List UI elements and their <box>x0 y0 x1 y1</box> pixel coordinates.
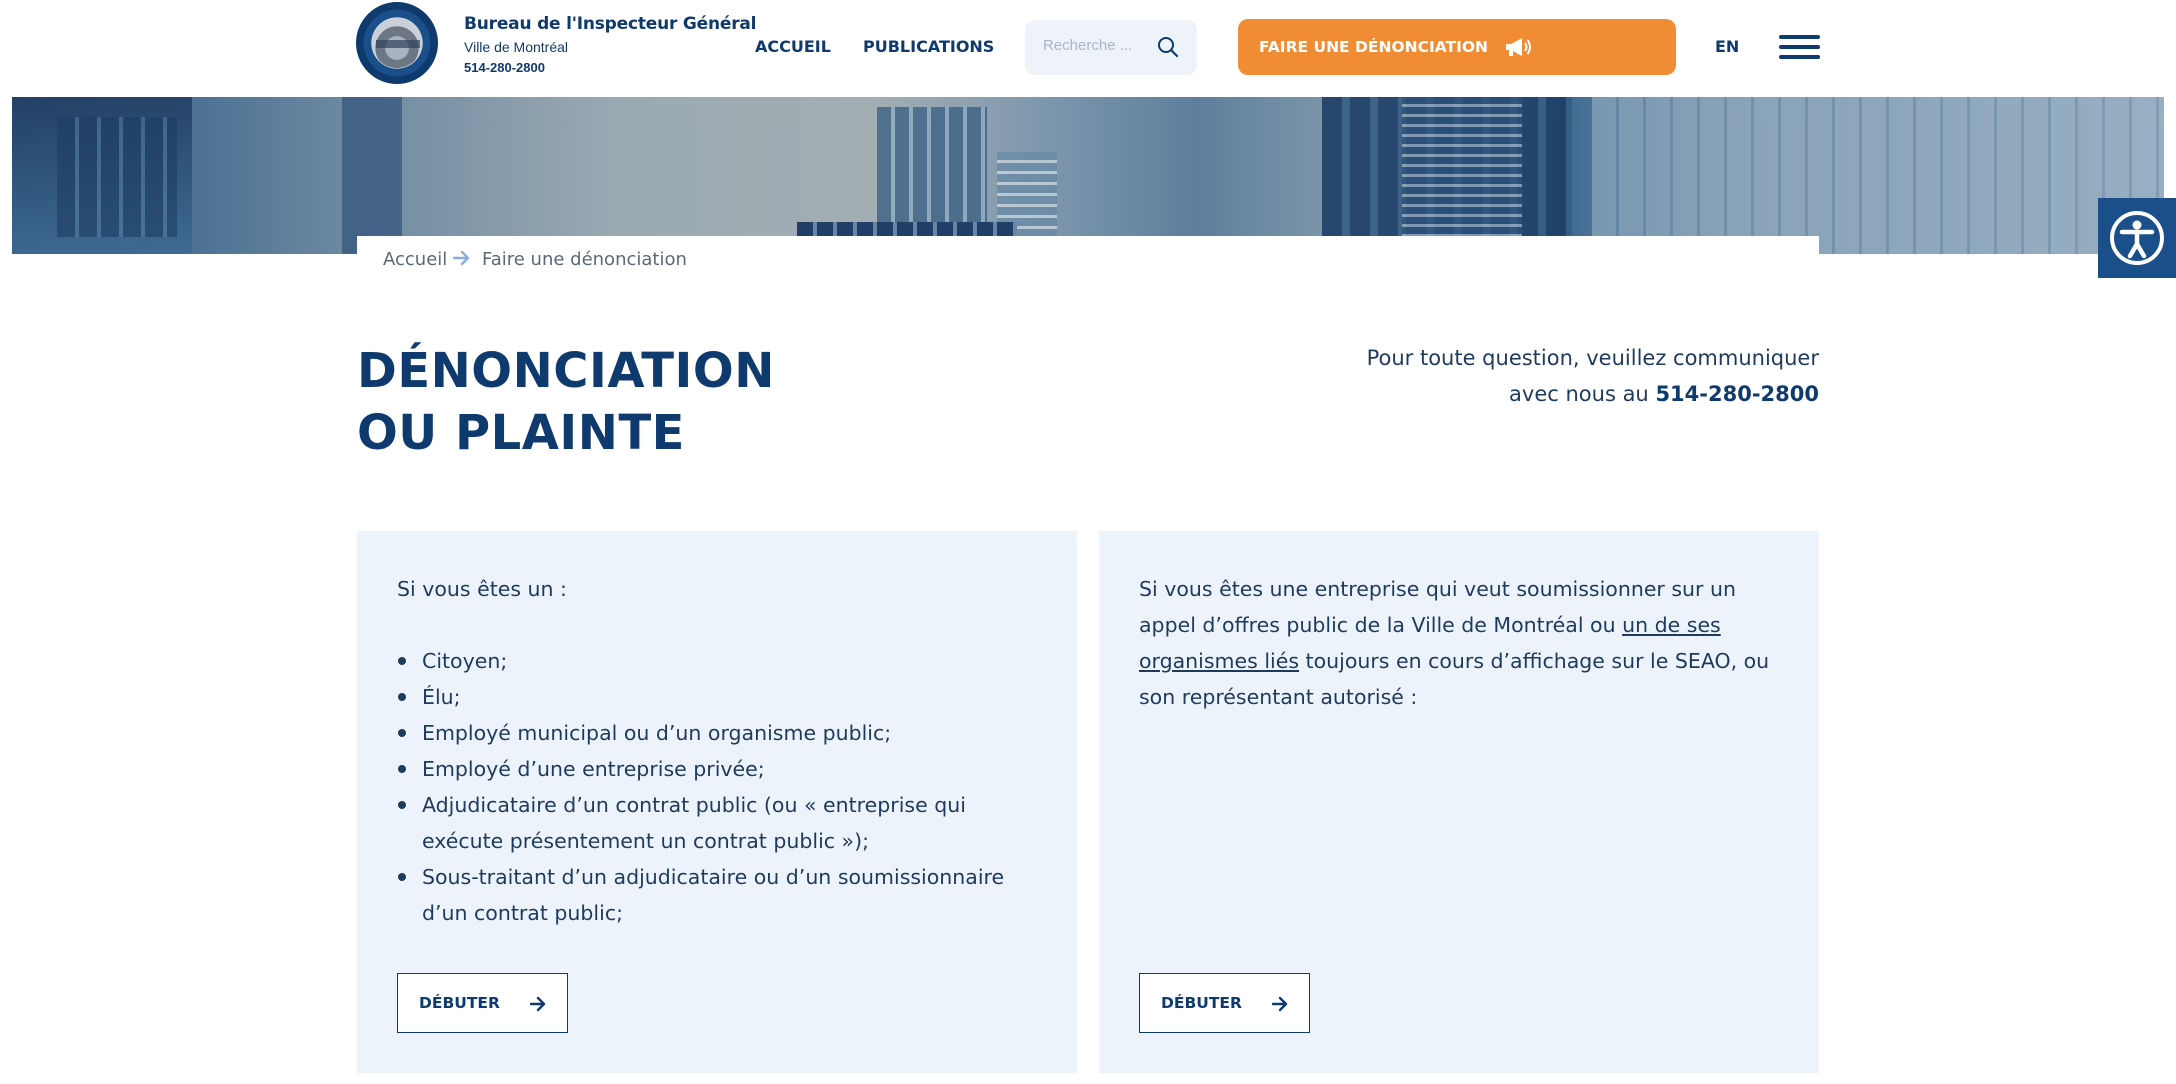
brand-phone: 514-280-2800 <box>464 60 545 75</box>
contact-line1: Pour toute question, veuillez communiquer <box>1366 346 1819 370</box>
list-item: Employé d’une entreprise privée; <box>397 751 1037 787</box>
page-title-line2: OU PLAINTE <box>357 405 685 461</box>
list-item: Élu; <box>397 679 1037 715</box>
search-input[interactable] <box>1043 37 1153 54</box>
contact-phone[interactable]: 514-280-2800 <box>1655 382 1819 406</box>
page-title-line1: DÉNONCIATION <box>357 343 775 399</box>
language-toggle[interactable]: EN <box>1715 37 1740 56</box>
hero-banner-image <box>12 97 2164 254</box>
contact-info <box>1319 340 1819 412</box>
eligibility-list <box>397 643 1037 931</box>
report-button[interactable] <box>1238 19 1676 75</box>
breadcrumb <box>357 236 1819 282</box>
brand-block[interactable] <box>464 14 756 75</box>
nav-accueil[interactable]: ACCUEIL <box>755 37 831 56</box>
arrow-right-icon <box>530 996 546 1012</box>
site-header <box>0 0 2176 97</box>
brand-city: Ville de Montréal <box>464 39 569 55</box>
arrow-right-icon <box>1272 996 1288 1012</box>
breadcrumb-current: Faire une dénonciation <box>482 249 687 270</box>
start-button-label: DÉBUTER <box>1161 994 1242 1012</box>
breadcrumb-home[interactable]: Accueil <box>383 249 448 270</box>
city-seal-logo[interactable] <box>356 2 438 84</box>
card-bidder-text-end: toujours en cours d’affichage sur le SEAO, ou son représentant autorisé : <box>1139 649 1770 709</box>
start-button-individual[interactable] <box>397 973 568 1033</box>
page-title <box>357 340 775 464</box>
card-bidder <box>1099 531 1819 1073</box>
list-item: Employé municipal ou d’un organisme public; <box>397 715 1037 751</box>
megaphone-icon <box>1504 36 1532 58</box>
card-intro: Si vous êtes un : <box>397 577 567 601</box>
card-individual <box>357 531 1077 1073</box>
search-box <box>1025 20 1197 75</box>
start-button-label: DÉBUTER <box>419 994 500 1012</box>
card-bidder-text <box>1139 571 1779 715</box>
contact-line2-prefix: avec nous au <box>1509 382 1649 406</box>
hamburger-menu-icon[interactable] <box>1779 35 1820 60</box>
related-organizations-link[interactable]: un de ses organismes liés <box>1139 613 1721 673</box>
report-button-label: FAIRE UNE DÉNONCIATION <box>1259 38 1489 56</box>
list-item: Adjudicataire d’un contrat public (ou « entreprise qui exécute présentement un contrat public »); <box>397 787 1037 859</box>
search-icon[interactable] <box>1156 35 1180 59</box>
card-bidder-text-start: Si vous êtes une entreprise qui veut soumissionner sur un appel d’offres public de la Ville de Montréal ou <box>1139 577 1736 637</box>
list-item: Sous-traitant d’un adjudicataire ou d’un soumissionnaire d’un contrat public; <box>397 859 1037 931</box>
accessibility-icon <box>2098 198 2176 278</box>
accessibility-button[interactable] <box>2098 198 2176 278</box>
start-button-bidder[interactable] <box>1139 973 1310 1033</box>
list-item: Citoyen; <box>397 643 1037 679</box>
brand-title: Bureau de l'Inspecteur Général <box>464 14 757 34</box>
nav-publications[interactable]: PUBLICATIONS <box>863 37 995 56</box>
breadcrumb-arrow-icon <box>453 250 471 266</box>
